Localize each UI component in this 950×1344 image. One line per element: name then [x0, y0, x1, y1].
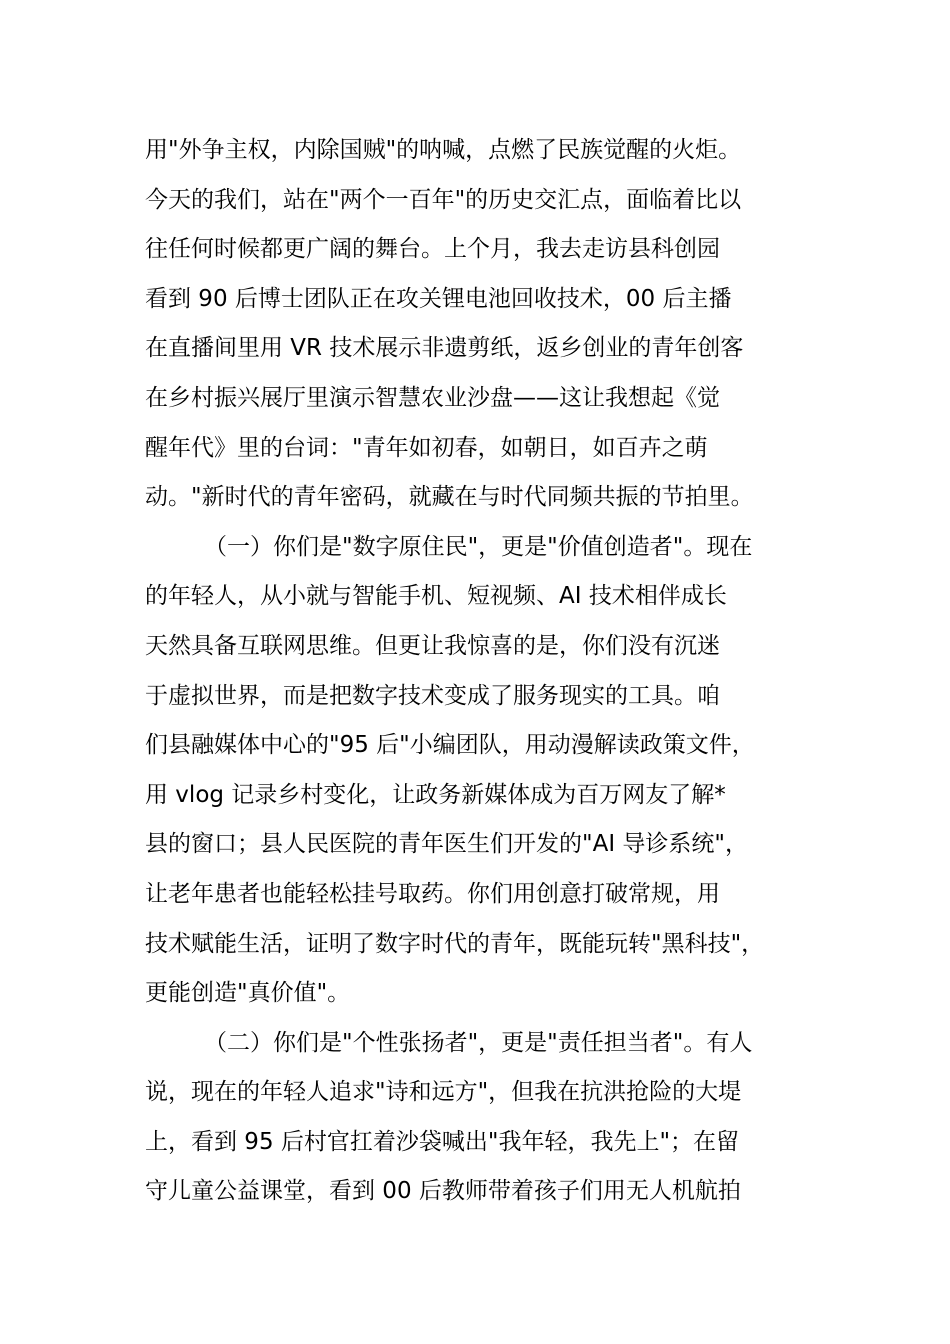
text-line: 上，看到 95 后村官扛着沙袋喊出"我年轻，我先上"；在留 [145, 1128, 740, 1155]
section-heading-line: （一）你们是"数字原住民"，更是"价值创造者"。现在 [204, 533, 753, 560]
text-line: 往任何时候都更广阔的舞台。上个月，我去走访县科创园 [145, 236, 720, 263]
text-line: 用"外争主权，内除国贼"的呐喊，点燃了民族觉醒的火炬。 [145, 137, 742, 163]
text-line: 县的窗口；县人民医院的青年医生们开发的"AI 导诊系统"， [145, 831, 748, 858]
text-line: 看到 90 后博士团队正在攻关锂电池回收技术，00 后主播 [145, 285, 732, 312]
section-heading-line: （二）你们是"个性张扬者"，更是"责任担当者"。有人 [204, 1029, 753, 1056]
text-line: 更能创造"真价值"。 [145, 980, 351, 1007]
text-line: 守儿童公益课堂，看到 00 后教师带着孩子们用无人机航拍 [145, 1178, 741, 1205]
text-line: 用 vlog 记录乡村变化，让政务新媒体成为百万网友了解* [145, 781, 726, 808]
text-line: 让老年患者也能轻松挂号取药。你们用创意打破常规，用 [145, 880, 720, 907]
text-line: 醒年代》里的台词："青年如初春，如朝日，如百卉之萌 [145, 434, 708, 461]
text-line: 今天的我们，站在"两个一百年"的历史交汇点，面临着比以 [145, 186, 742, 213]
text-line: 动。"新时代的青年密码，就藏在与时代同频共振的节拍里。 [145, 484, 754, 511]
text-line: 在直播间里用 VR 技术展示非遗剪纸，返乡创业的青年创客 [145, 335, 744, 362]
text-line: 技术赋能生活，证明了数字时代的青年，既能玩转"黑科技"， [145, 930, 765, 957]
text-line: 说，现在的年轻人追求"诗和远方"，但我在抗洪抢险的大堤 [145, 1079, 742, 1106]
text-line: 天然具备互联网思维。但更让我惊喜的是，你们没有沉迷 [145, 632, 720, 659]
text-line: 在乡村振兴展厅里演示智慧农业沙盘——这让我想起《觉 [145, 384, 720, 411]
text-line: 于虚拟世界，而是把数字技术变成了服务现实的工具。咱 [145, 682, 720, 709]
text-line: 的年轻人，从小就与智能手机、短视频、AI 技术相伴成长 [145, 583, 727, 610]
document-body [145, 126, 835, 1217]
text-line: 们县融媒体中心的"95 后"小编团队，用动漫解读政策文件， [145, 732, 755, 759]
